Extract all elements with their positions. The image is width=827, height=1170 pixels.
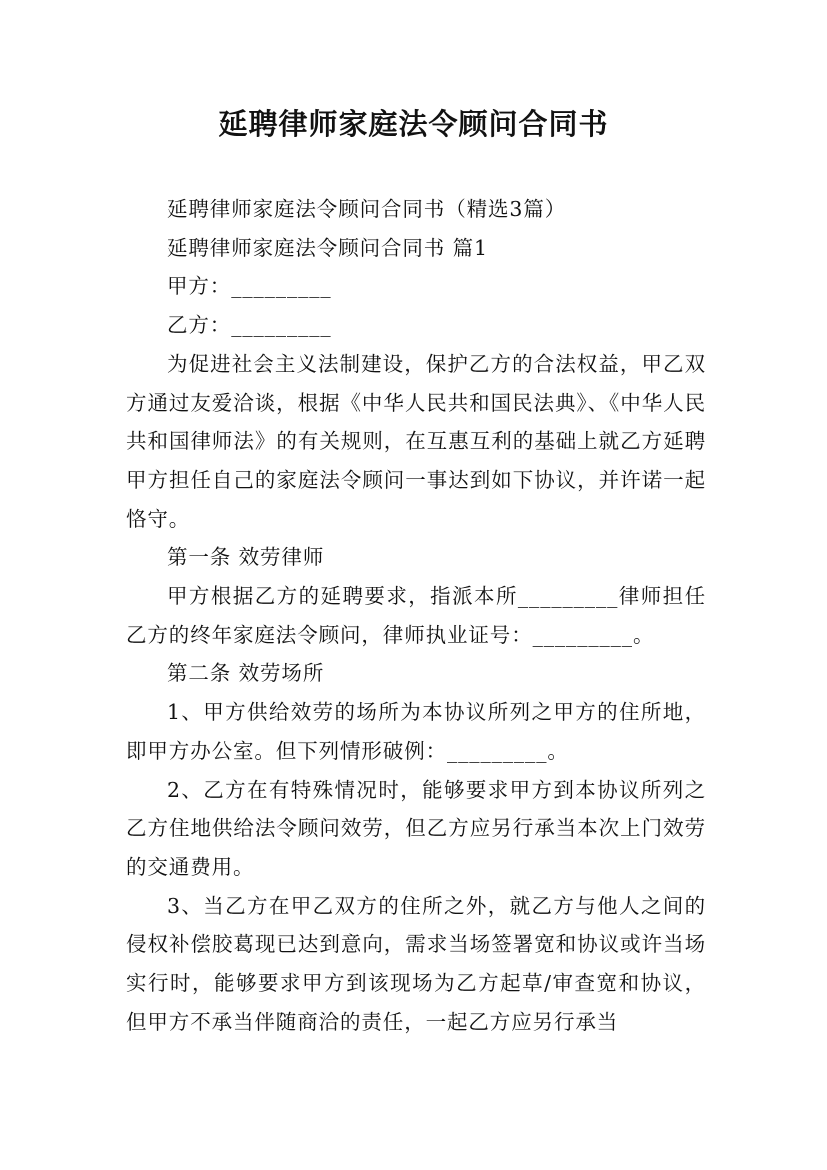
subtitle-collection: 延聘律师家庭法令顾问合同书（精选3篇）: [167, 197, 567, 221]
document-body: [126, 190, 706, 1041]
article-2-clause-3: 3、当乙方在甲乙双方的住所之外，就乙方与他人之间的侵权补偿胶葛现已达到意向，需求当场签署宽和协议或许当场实行时，能够要求甲方到该现场为乙方起草/审查宽和协议，但甲方不承当伴随商洽的责任，一起乙方应另行承当: [126, 893, 706, 1034]
subtitle-part-1: 延聘律师家庭法令顾问合同书 篇1: [167, 235, 488, 260]
article-2-heading: 第二条 效劳场所: [167, 661, 325, 686]
party-a-line: 甲方：_________: [167, 274, 332, 299]
document-title: 延聘律师家庭法令顾问合同书: [218, 107, 609, 141]
party-b-line: 乙方：_________: [167, 313, 332, 338]
preamble-paragraph: 为促进社会主义法制建设，保护乙方的合法权益，甲乙双方通过友爱洽谈，根据《中华人民共和国民法典》、《中华人民共和国律师法》的有关规则，在互惠互利的基础上就乙方延聘甲方担任自己的家庭法令顾问一事达到如下协议，并许诺一起恪守。: [126, 351, 706, 531]
article-2-clause-1: 1、甲方供给效劳的场所为本协议所列之甲方的住所地，即甲方办公室。但下列情形破例：_________。: [126, 700, 706, 763]
article-1-body: 甲方根据乙方的延聘要求，指派本所_________律师担任乙方的终年家庭法令顾问，律师执业证号：_________。: [126, 584, 706, 647]
article-1-heading: 第一条 效劳律师: [167, 545, 325, 570]
article-2-clause-2: 2、乙方在有特殊情况时，能够要求甲方到本协议所列之乙方住地供给法令顾问效劳，但乙方应另行承当本次上门效劳的交通费用。: [126, 777, 706, 879]
